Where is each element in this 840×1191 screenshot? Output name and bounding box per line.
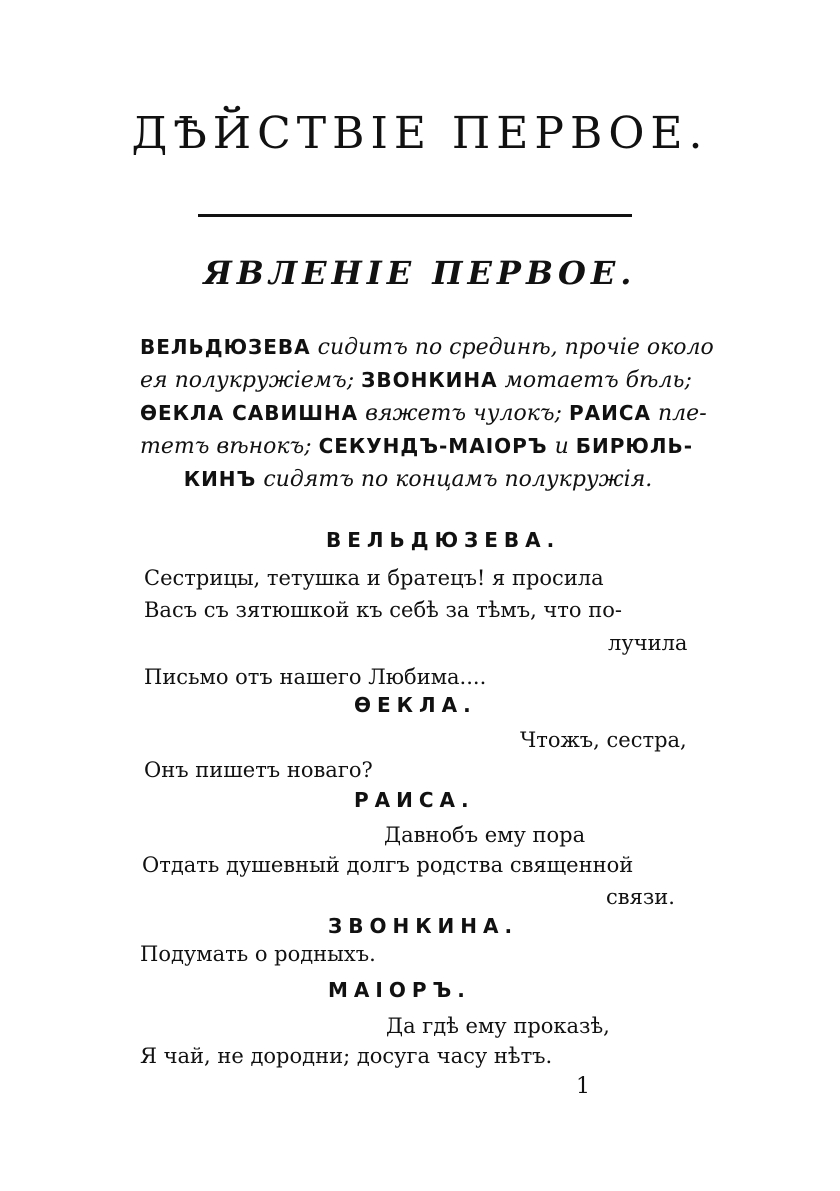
- verse-line: Васъ съ зятюшкой къ себѣ за тѣмъ, что по-: [144, 598, 622, 622]
- stage-text: пле-: [651, 401, 707, 426]
- character-name: ЗВОНКИНА: [361, 368, 498, 392]
- verse-line: Сестрицы, тетушка и братецъ! я просила: [144, 566, 604, 590]
- stage-line-4: [140, 430, 696, 463]
- stage-text: сидятъ по концамъ полукружія.: [256, 467, 653, 492]
- speaker-name: РАИСА.: [354, 788, 475, 812]
- character-name: БИРЮЛЬ-: [575, 434, 694, 458]
- stage-line-2: [140, 364, 696, 397]
- character-name: ВЕЛЬДЮЗЕВА: [140, 335, 311, 359]
- act-title: ДѢЙСТВІЕ ПЕРВОЕ.: [131, 108, 709, 159]
- character-name: ѲЕКЛА САВИШНА: [140, 401, 359, 425]
- stage-text: и: [547, 434, 576, 459]
- verse-line: Отдать душевный долгъ родства священной: [142, 853, 634, 877]
- divider-rule: [198, 214, 632, 217]
- verse-line: Подумать о родныхъ.: [140, 942, 376, 966]
- stage-text: сидитъ по срединѣ, прочіе около: [310, 335, 714, 360]
- verse-line: Чтожъ, сестра,: [520, 728, 687, 752]
- stage-line-5: [140, 463, 696, 496]
- verse-line: лучила: [608, 631, 688, 655]
- speaker-name: ЗВОНКИНА.: [328, 914, 519, 938]
- scene-title: ЯВЛЕНІЕ ПЕРВОЕ.: [203, 254, 637, 292]
- speaker-name: МАІОРЪ.: [328, 978, 471, 1002]
- character-name: СЕКУНДЪ-МАІОРЪ: [318, 434, 548, 458]
- speaker-name: ѲЕКЛА.: [354, 693, 477, 717]
- verse-line: Я чай, не дородни; досуга часу нѣтъ.: [140, 1044, 553, 1068]
- speaker-name: ВЕЛЬДЮЗЕВА.: [326, 528, 561, 552]
- stage-line-3: [140, 397, 707, 430]
- stage-text: ея полукружіемъ;: [140, 368, 362, 393]
- verse-line: Давнобъ ему пора: [384, 823, 586, 847]
- stage-text: тетъ вѣнокъ;: [140, 434, 319, 459]
- stage-text: мотаетъ бѣль;: [497, 368, 692, 393]
- verse-line: связи.: [606, 885, 675, 909]
- stage-line-1: [140, 331, 714, 364]
- verse-line: Письмо отъ нашего Любима....: [144, 665, 487, 689]
- page-signature: 1: [576, 1074, 590, 1099]
- verse-line: Онъ пишетъ новаго?: [144, 758, 373, 782]
- verse-line: Да гдѣ ему проказѣ,: [386, 1014, 610, 1038]
- character-name: РАИСА: [568, 401, 651, 425]
- stage-direction: [140, 331, 714, 496]
- stage-text: вяжетъ чулокъ;: [358, 401, 569, 426]
- character-name: КИНЪ: [183, 467, 257, 491]
